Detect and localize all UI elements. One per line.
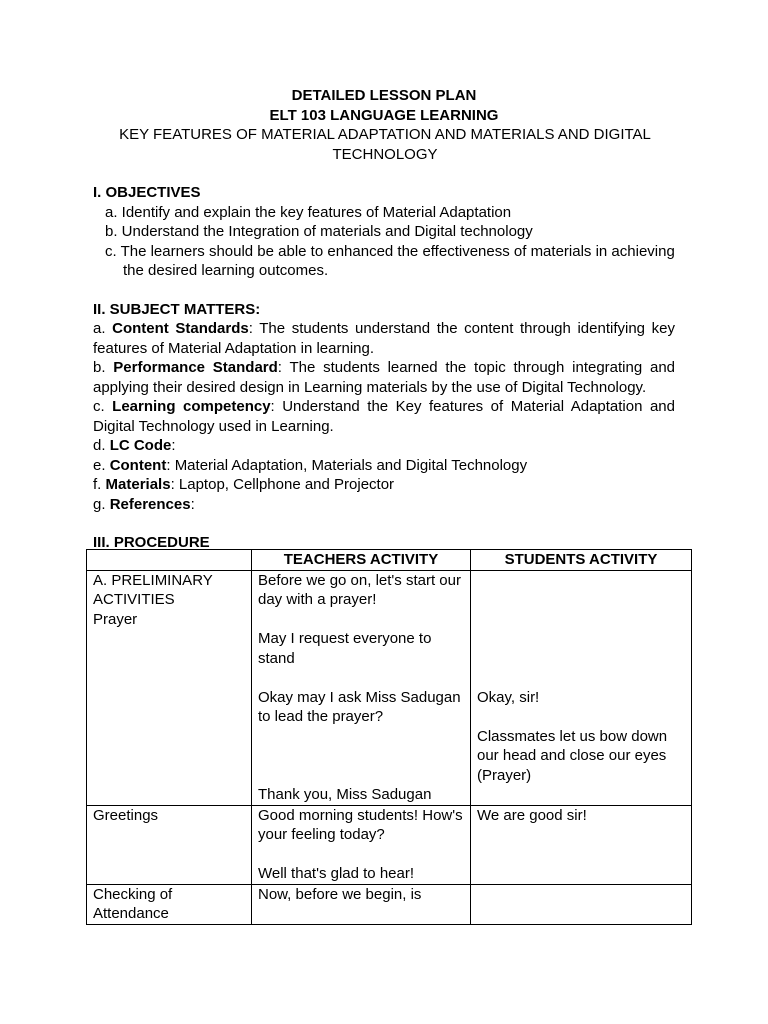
teachers-activity-cell: Before we go on, let's start our day with a prayer! May I request everyone to stand Okay may I ask Miss Sadugan to lead the prayer? Thank you, Miss Sadugan [252, 570, 471, 805]
students-activity-cell: We are good sir! [471, 805, 692, 884]
column-header [87, 550, 252, 571]
document-title: DETAILED LESSON PLAN [291, 87, 477, 104]
table-row [87, 805, 692, 884]
teachers-activity-cell: Now, before we begin, is [252, 884, 471, 924]
subject-matter-item: a. Content Standards: The students understand the content through identifying key features of Material Adaptation in learning. [93, 320, 675, 357]
column-header-students-activity: STUDENTS ACTIVITY [471, 550, 692, 571]
objectives-list [93, 203, 675, 281]
students-activity-cell [471, 884, 692, 924]
procedure-table-body [87, 570, 692, 924]
table-header-row [87, 550, 692, 571]
subject-matter-item: b. Performance Standard: The students learned the topic through integrating and applying their desired design in Learning materials by the use of Digital Technology. [93, 359, 675, 396]
activity-label-cell: Checking of Attendance [87, 884, 252, 924]
table-row [87, 884, 692, 924]
subject-matter-item: e. Content: Material Adaptation, Materials and Digital Technology [93, 456, 528, 474]
subject-matter-item: f. Materials: Laptop, Cellphone and Projector [93, 476, 395, 493]
objectives-heading: I. OBJECTIVES [93, 184, 201, 201]
subject-matter-item: c. Learning competency: Understand the Key features of Material Adaptation and Digital Technology used in Learning. [93, 398, 675, 435]
students-activity-cell: Okay, sir! Classmates let us bow down our head and close our eyes (Prayer) [471, 570, 692, 805]
subject-matter-item: d. LC Code: [93, 437, 176, 454]
subject-matters-heading: II. SUBJECT MATTERS: [93, 300, 261, 318]
course-title: ELT 103 LANGUAGE LEARNING [269, 106, 499, 124]
activity-label-cell: Greetings [87, 805, 252, 884]
lesson-topic: KEY FEATURES OF MATERIAL ADAPTATION AND MATERIALS AND DIGITAL TECHNOLOGY [119, 126, 651, 163]
objective-item: c. The learners should be able to enhanced the effectiveness of materials in achieving the desired learning outcomes. [105, 242, 675, 279]
column-header-teachers-activity: TEACHERS ACTIVITY [252, 550, 471, 571]
subject-matters-list [93, 319, 675, 514]
objective-item: a. Identify and explain the key features of Material Adaptation [105, 203, 512, 221]
procedure-table [86, 549, 692, 925]
lesson-plan-page [93, 86, 675, 553]
teachers-activity-cell: Good morning students! How's your feeling today? Well that's glad to hear! [252, 805, 471, 884]
procedure-heading: III. PROCEDURE [93, 534, 210, 551]
activity-label-cell: A. PRELIMINARY ACTIVITIES Prayer [87, 570, 252, 805]
table-row [87, 570, 692, 805]
objective-item: b. Understand the Integration of materials and Digital technology [105, 223, 533, 240]
subject-matter-item: g. References: [93, 495, 195, 513]
